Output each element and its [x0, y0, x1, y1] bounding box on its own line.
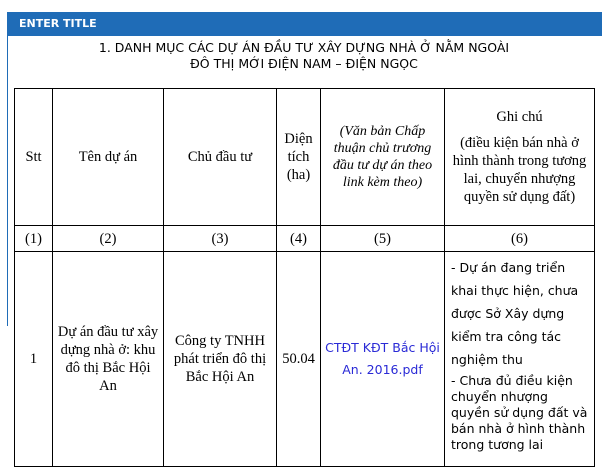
- cell-investor: Công ty TNHH phát triển đô thị Bắc Hội An: [164, 252, 277, 467]
- section-heading: [14, 40, 594, 72]
- document-link[interactable]: CTĐT KĐT Bắc Hội An. 2016.pdf: [321, 252, 445, 467]
- col-number-5: (5): [321, 226, 445, 252]
- section-heading-line-2: ĐÔ THỊ MỚI ĐIỆN NAM – ĐIỆN NGỌC: [190, 56, 418, 71]
- project-table: [14, 88, 595, 467]
- col-number-1: (1): [15, 226, 53, 252]
- note-item-1: - Dự án đang triển khai thực hiện, chưa được Sở Xây dựng kiểm tra công tác nghiệm thu: [451, 260, 579, 367]
- header-approval-document: (Văn bản Chấp thuận chủ trương đầu tư dự án theo link kèm theo): [321, 89, 445, 226]
- note-item-2: - Chưa đủ điều kiện chuyển nhượng quyền sử dụng đất và bán nhà ở hình thành trong tương lai: [451, 373, 588, 452]
- col-number-3: (3): [164, 226, 277, 252]
- header-area: Diện tích (ha): [277, 89, 321, 226]
- title-bar: [7, 12, 602, 36]
- header-notes-subtitle: (điều kiện bán nhà ở hình thành trong tương lai, chuyển nhượng quyền sử dụng đất): [452, 135, 587, 205]
- cell-stt: 1: [15, 252, 53, 467]
- section-heading-line-1: 1. DANH MỤC CÁC DỰ ÁN ĐẦU TƯ XÂY DỰNG NHÀ Ở NẰM NGOÀI: [98, 40, 510, 55]
- header-notes-title: Ghi chú: [496, 109, 543, 125]
- panel-left-border: [7, 36, 8, 326]
- header-project-name: Tên dự án: [53, 89, 164, 226]
- cell-notes: [445, 252, 595, 467]
- cell-area: 50.04: [277, 252, 321, 467]
- cell-project-name: Dự án đầu tư xây dựng nhà ở: khu đô thị Bắc Hội An: [53, 252, 164, 467]
- table-header-row: [15, 89, 595, 226]
- title-bar-label: ENTER TITLE: [19, 17, 97, 30]
- table-row: [15, 252, 595, 467]
- col-number-6: (6): [445, 226, 595, 252]
- col-number-4: (4): [277, 226, 321, 252]
- header-investor: Chủ đầu tư: [164, 89, 277, 226]
- column-number-row: [15, 226, 595, 252]
- header-notes: [445, 89, 595, 226]
- col-number-2: (2): [53, 226, 164, 252]
- header-stt: Stt: [15, 89, 53, 226]
